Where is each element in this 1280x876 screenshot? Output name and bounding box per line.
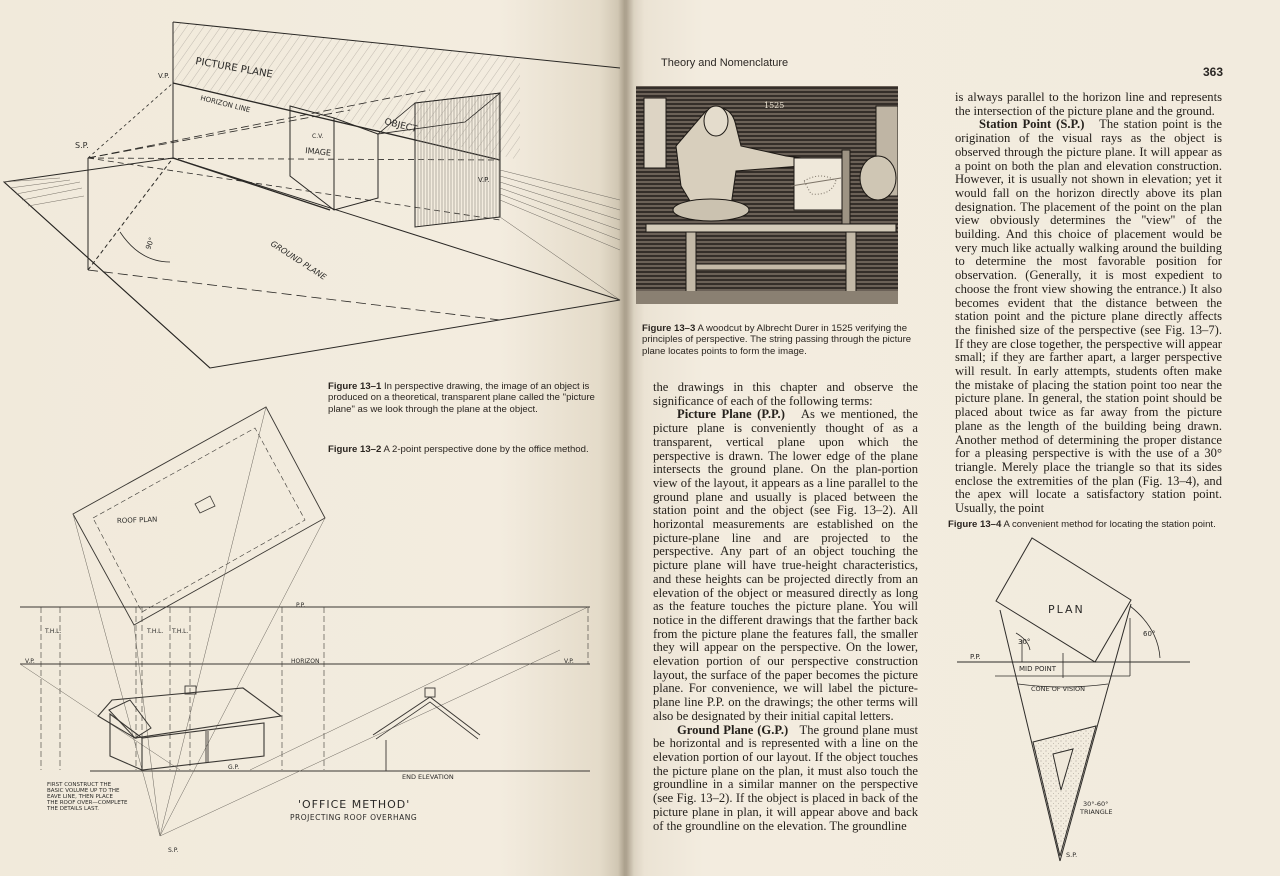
figure-13-2-drawing [20,407,590,836]
body-column-left [653,381,918,833]
caption-label: Figure 13–4 [948,519,1002,530]
figure-13-4-caption [948,519,1220,530]
running-head: Theory and Nomenclature [661,57,789,69]
label-pp-fig4: P.P. [970,653,981,661]
label-vp-left: V.P. [158,72,170,80]
term-station-point: Station Point (S.P.) [979,117,1085,132]
label-pp: P.P. [296,602,306,609]
label-plan: PLAN [1048,603,1085,616]
figure-13-4-drawing [957,538,1190,861]
caption-text: In perspective drawing, the image of an object is produced on a theoretical, transparent plane called the "picture plane" as we look through the plane at the object. [328,381,595,415]
figure-13-2-caption [328,444,608,455]
label-ground-plane: GROUND PLANE [268,239,328,282]
label-mid-point: MID POINT [1019,665,1057,673]
label-thl-3: T.H.L. [172,628,189,635]
ground-plane-text: The ground plane must be horizontal and is represented with a line on the elevation portion of our layout. If the object touches the picture plane on the plan, it must also touch the groundline in a similar manner on the perspective (see Fig. 13–2). If the object is placed in back of the picture plane in plan, it will appear above and back of the groundline on the elevation. The groundline [653,722,919,833]
label-angle-90: 90° [144,236,157,251]
paragraph-picture-plane [653,408,918,723]
drawing-title: 'OFFICE METHOD' [298,798,411,811]
station-point-text: The station point is the origination of the visual rays as the object is observed through the picture plane. It will appear as a point on both the plan and elevation construction. However, it is usually not shown in elevation; yet it would fall on the horizon directly above its plan designation. The placement of the point on the plan view obviously determines the ''view'' of the building. And this choice of placement would be very much like actually walking around the building to determine the most favorable position for observation. (Generally, it is most expedient to choose the front view showing the entrance.) It also becomes evident that the distance between the station point and the picture plane directly affects the finished size of the perspective (see Fig. 13–7). If they are close together, the perspective will appear small; if they are farther apart, a larger perspective will result. In early attempts, students often make the mistake of placing the station point too near the picture plane. In general, the station point should be placed about twice as far away from the picture plane as the length of the building being drawn. Another method of determining the proper distance for a pleasing perspective is with the use of a 30° triangle. Merely place the triangle so that its sides enclose the extremities of the plan (Fig. 13–4), and the apex will locate a satisfactory station point. Usually, the point [955,117,1222,516]
label-cone-of-vision: CONE OF VISION [1031,685,1085,693]
label-sp: S.P. [75,141,89,150]
caption-text: A 2-point perspective done by the office method. [383,444,589,455]
drawing-subtitle: PROJECTING ROOF OVERHANG [290,813,418,822]
figure-13-1-drawing [4,22,620,368]
triangle-30-60 [1033,726,1096,856]
label-end-elevation: END ELEVATION [402,773,454,781]
picture-plane-text: As we mentioned, the picture plane is conveniently thought of as a transparent, vertical plane upon which the perspective is drawn. The lower edge of the plane intersects the ground plane. On the plan-portion view of the layout, it appears as a line parallel to the ground plane and usually is placed between the station point and the object (see Fig. 13–2). All horizontal measurements are established on the picture-plane line and are projected to the perspective. Any part of an object touching the picture plane will have true-height characteristics, and these heights can be projected directly from an elevation of the object or measured directly as long as the feature touches the picture plane. You will notice in the different drawings that the farther back from the picture plane the features fall, the smaller they will appear on the perspective. On the lower, elevation portion of our perspective construction layout, the surface of the paper becomes the picture plane. For convenience, we will label the picture-plane line P.P. on the drawings; the other terms will also be designated by their initial capital letters. [653,407,918,723]
object-box [415,93,500,227]
note-line: FIRST CONSTRUCT THE [47,782,112,788]
caption-label: Figure 13–1 [328,381,382,392]
note-line: EAVE LINE, THEN PLACE [47,794,113,800]
plan-rect [996,538,1131,662]
label-gp: G.P. [228,764,240,771]
label-thl-1: T.H.L. [45,628,62,635]
woodcut-illustration [636,86,898,304]
term-ground-plane: Ground Plane (G.P.) [677,722,789,737]
note-line: THE DETAILS LAST. [47,806,99,812]
paragraph-ground-plane [653,724,918,834]
roof-plan [73,407,325,625]
note-line: BASIC VOLUME UP TO THE [47,788,120,794]
label-object: OBJECT [383,117,419,135]
label-sp-fig4: S.P. [1066,851,1078,859]
label-triangle-angles: 30°-60° [1083,800,1109,808]
label-vp-right: V.P. [478,176,490,184]
caption-label: Figure 13–2 [328,444,382,455]
figure-13-1-caption [328,381,596,415]
label-vp-left-fig2: V.P. [25,658,35,665]
label-horizon-line: HORIZON LINE [199,94,252,115]
page-number: 363 [1203,65,1224,79]
engraved-date: 1525 [764,101,785,110]
construction-note [46,782,128,812]
label-picture-plane: PICTURE PLANE [194,56,274,81]
label-angle-60: 60° [1143,630,1156,638]
caption-label: Figure 13–3 [642,323,696,334]
paragraph-groundline-cont: is always parallel to the horizon line and represents the intersection of the picture plane and the ground. [955,90,1222,118]
label-horizon: HORIZON [291,658,320,665]
label-vp-right-fig2: V.P. [564,658,574,665]
label-image: IMAGE [304,146,332,158]
body-column-right [955,91,1222,516]
term-picture-plane: Picture Plane (P.P.) [677,407,785,422]
note-line: THE ROOF OVER—COMPLETE [47,800,128,806]
label-sp-fig2: S.P. [168,847,179,854]
figure-13-2-labels [25,516,574,854]
paragraph-intro: the drawings in this chapter and observe the significance of each of the following terms: [653,380,918,408]
paragraph-station-point [955,118,1222,515]
house-roof [98,688,281,738]
figure-13-3-caption [642,323,925,357]
label-thl-2: T.H.L. [147,628,164,635]
label-cv: C.V. [312,133,324,140]
caption-text: A woodcut by Albrecht Durer in 1525 verifying the principles of perspective. The string passing through the picture plane locates points to form the image. [642,323,912,357]
label-angle-30: 30° [1018,638,1031,646]
label-roof-plan: ROOF PLAN [116,515,158,525]
label-triangle: TRIANGLE [1080,808,1113,816]
caption-text: A convenient method for locating the station point. [1003,519,1216,530]
durer-woodcut-image [636,86,898,304]
